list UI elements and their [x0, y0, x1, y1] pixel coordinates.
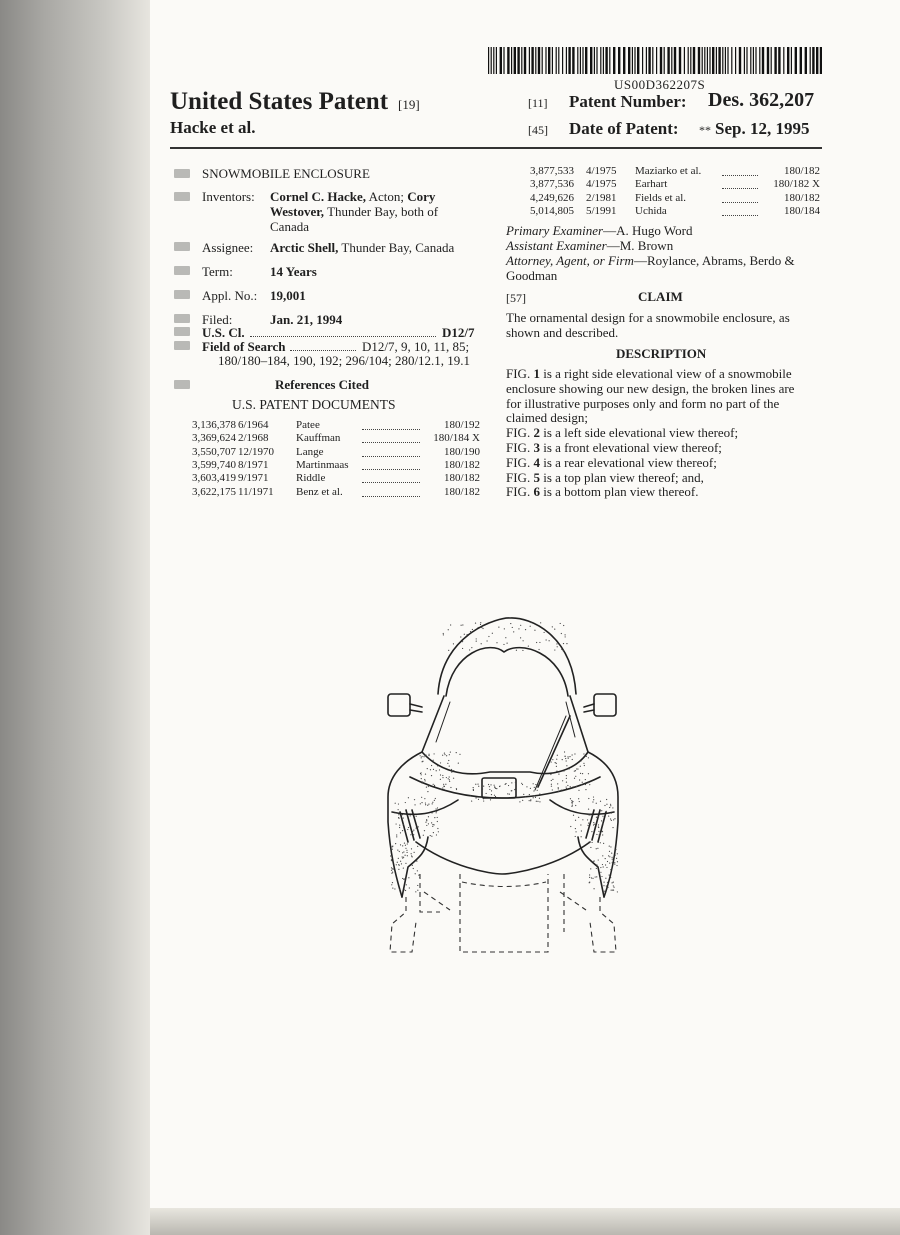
reference-class: 180/184 X [433, 432, 480, 445]
assignee-location: Thunder Bay, Canada [341, 240, 455, 255]
reference-class: 180/182 X [773, 178, 820, 191]
reference-row [530, 192, 820, 205]
leader-dots [362, 456, 420, 457]
reference-name: Kauffman [296, 432, 341, 445]
claim-heading: CLAIM [638, 289, 683, 304]
code-45: [45] [528, 123, 548, 137]
description-line [506, 396, 779, 412]
primary-examiner-label: Primary Examiner [506, 223, 604, 238]
reference-number: 5,014,805 [530, 204, 574, 217]
fig-text: enclosure showing our new design, the broken lines are [506, 380, 795, 396]
us-cl-label: U.S. Cl. [202, 325, 245, 340]
reference-date: 6/1964 [238, 419, 269, 431]
description-line [506, 484, 698, 500]
reference-class: 180/182 [443, 485, 480, 498]
description-line [506, 440, 722, 456]
description-heading: DESCRIPTION [616, 346, 707, 361]
assistant-examiner-name: —M. Brown [606, 238, 674, 253]
date-label: Date of Patent: [569, 119, 679, 138]
reference-row [192, 472, 480, 485]
leader-dots [362, 482, 420, 483]
reference-class: 180/182 [783, 191, 820, 204]
fig-text: is a right side elevational view of a snowmobile [539, 366, 792, 381]
inventor-name: Cornel C. Hacke, [270, 189, 367, 204]
fig-text: is a left side elevational view thereof; [539, 425, 739, 441]
field-marker [174, 266, 190, 275]
reference-date: 5/1991 [586, 204, 617, 217]
fig-label: FIG. [506, 440, 534, 455]
fig-text: is a front elevational view thereof; [539, 440, 722, 455]
field-marker [174, 380, 190, 389]
reference-date: 9/1971 [238, 472, 269, 485]
reference-row [530, 165, 820, 178]
page-shadow-bottom [150, 1208, 900, 1235]
field-marker [174, 192, 190, 201]
snowmobile-front-view-drawing [380, 612, 625, 962]
code-19: [19] [398, 97, 420, 112]
reference-class: 180/182 [443, 472, 480, 485]
reference-name: Patee [296, 419, 320, 431]
reference-row [192, 432, 480, 445]
reference-number: 3,877,533 [530, 165, 574, 177]
field-marker [174, 169, 190, 178]
leader-dots [362, 442, 420, 443]
leader-dots [722, 215, 758, 216]
reference-name: Martinmaas [296, 458, 349, 471]
leader-dots [290, 350, 356, 351]
term-label: Term: [202, 264, 233, 279]
reference-name: Earhart [635, 178, 668, 191]
barcode [488, 47, 822, 74]
fig-label: FIG. [506, 454, 534, 470]
filed-value: Jan. 21, 1994 [270, 312, 343, 327]
filed-label: Filed: [202, 312, 233, 327]
reference-row [530, 178, 820, 191]
reference-row [192, 459, 480, 472]
patent-number: Des. 362,207 [708, 89, 815, 111]
assistant-examiner-label: Assistant Examiner [506, 238, 607, 253]
inventor-location: Acton; [368, 189, 404, 204]
reference-row [530, 205, 820, 218]
fig-label: FIG. [506, 366, 534, 381]
leader-dots [722, 175, 758, 176]
field-marker [174, 290, 190, 299]
fig-label: FIG. [506, 484, 534, 500]
reference-name: Uchida [635, 204, 667, 217]
header-rule [170, 147, 822, 149]
reference-class: 180/184 [783, 204, 820, 217]
inventors-line-1 [270, 189, 435, 204]
field-marker [174, 327, 190, 336]
reference-name: Riddle [296, 472, 326, 485]
date-mark: ** [699, 123, 711, 137]
reference-name: Fields et al. [635, 191, 687, 204]
reference-number: 3,550,707 [192, 445, 236, 458]
field-marker [174, 341, 190, 350]
date-of-patent [699, 119, 809, 139]
reference-number: 3,599,740 [192, 458, 236, 471]
field-of-search-label: Field of Search [202, 339, 286, 354]
reference-date: 4/1975 [586, 165, 617, 177]
reference-class: 180/182 [443, 458, 480, 471]
assignee-name: Arctic Shell, [270, 240, 339, 255]
fig-number: 6 [533, 484, 540, 500]
code-57: [57] [506, 291, 526, 305]
leader-dots [722, 202, 758, 203]
fig-number: 5 [533, 469, 540, 485]
fig-text: is a top plan view thereof; and, [539, 469, 704, 485]
leader-dots [722, 188, 758, 189]
fig-label: FIG. [506, 425, 534, 441]
inventor-name: Westover, [270, 204, 325, 219]
leader-dots [362, 429, 420, 430]
inventor-location: Thunder Bay, both of [327, 204, 439, 219]
us-cl-value: D12/7 [442, 325, 475, 340]
description-line [506, 366, 792, 382]
attorney-line-2: Goodman [506, 268, 558, 283]
code-11: [11] [528, 96, 548, 110]
reference-name: Lange [296, 445, 324, 458]
inventors-label: Inventors: [202, 189, 255, 204]
leader-dots [362, 469, 420, 470]
leader-dots [250, 336, 436, 337]
description-line [506, 425, 738, 441]
reference-name: Maziarko et al. [635, 165, 702, 177]
description-line [506, 381, 794, 397]
reference-class: 180/190 [443, 445, 480, 458]
fig-number: 3 [533, 440, 540, 455]
field-of-search-value: D12/7, 9, 10, 11, 85; [362, 339, 470, 354]
fig-number: 1 [533, 366, 540, 381]
assignee-label: Assignee: [202, 240, 254, 255]
claim-text-2: shown and described. [506, 325, 619, 340]
inventor-name: Cory [407, 189, 436, 204]
attorney-label: Attorney, Agent, or Firm [506, 253, 634, 268]
description-line [506, 470, 704, 486]
references-heading: References Cited [275, 377, 369, 392]
field-of-search-value-2: 180/180–184, 190, 192; 296/104; 280/12.1, 19.1 [218, 353, 471, 368]
fig-number: 2 [533, 425, 540, 441]
fig-label: FIG. [506, 469, 534, 485]
inventors-line-2 [270, 204, 438, 219]
fig-text: for illustrative purposes only and form no part of the [506, 395, 780, 411]
reference-row [192, 446, 480, 459]
primary-examiner-name: —A. Hugo Word [603, 223, 693, 238]
title-text: United States Patent [170, 88, 389, 115]
reference-date: 12/1970 [238, 445, 275, 458]
references-subheading: U.S. PATENT DOCUMENTS [232, 397, 396, 412]
reference-row [192, 486, 480, 499]
reference-class: 180/192 [443, 419, 480, 431]
fig-text: is a bottom plan view thereof. [539, 484, 699, 500]
page-shadow-left [0, 0, 150, 1235]
reference-number: 3,369,624 [192, 432, 236, 445]
reference-row [192, 419, 480, 432]
reference-number: 3,136,378 [192, 419, 236, 431]
primary-examiner [506, 223, 692, 239]
attorney-name: —Roylance, Abrams, Berdo & [633, 253, 795, 268]
reference-number: 3,877,536 [530, 178, 574, 191]
reference-date: 4/1975 [586, 178, 617, 191]
reference-date: 2/1981 [586, 191, 617, 204]
authors: Hacke et al. [170, 118, 256, 137]
field-marker [174, 242, 190, 251]
assistant-examiner [506, 238, 673, 254]
invention-title: SNOWMOBILE ENCLOSURE [202, 166, 370, 181]
inventors-line-3: Canada [270, 219, 309, 234]
reference-name: Benz et al. [296, 485, 343, 498]
reference-number: 4,249,626 [530, 191, 574, 204]
fig-number: 4 [533, 454, 540, 470]
reference-number: 3,603,419 [192, 472, 236, 485]
date-value: Sep. 12, 1995 [715, 119, 810, 138]
assignee-value [270, 240, 454, 255]
reference-class: 180/182 [783, 165, 820, 177]
barcode-number: US00D362207S [614, 77, 706, 92]
claim-text: The ornamental design for a snowmobile enclosure, as [506, 310, 790, 325]
patent-title [170, 88, 420, 116]
patent-number-label: Patent Number: [569, 92, 687, 111]
attorney [506, 253, 795, 269]
description-line [506, 455, 717, 471]
reference-number: 3,622,175 [192, 485, 236, 498]
appl-no-value: 19,001 [270, 288, 306, 303]
term-value: 14 Years [270, 264, 317, 279]
reference-date: 2/1968 [238, 432, 269, 445]
field-marker [174, 314, 190, 323]
leader-dots [362, 496, 420, 497]
fig-text: claimed design; [506, 410, 588, 426]
description-line [506, 410, 588, 426]
reference-date: 8/1971 [238, 458, 269, 471]
appl-no-label: Appl. No.: [202, 288, 258, 303]
fig-text: is a rear elevational view thereof; [539, 454, 717, 470]
reference-date: 11/1971 [238, 485, 274, 498]
